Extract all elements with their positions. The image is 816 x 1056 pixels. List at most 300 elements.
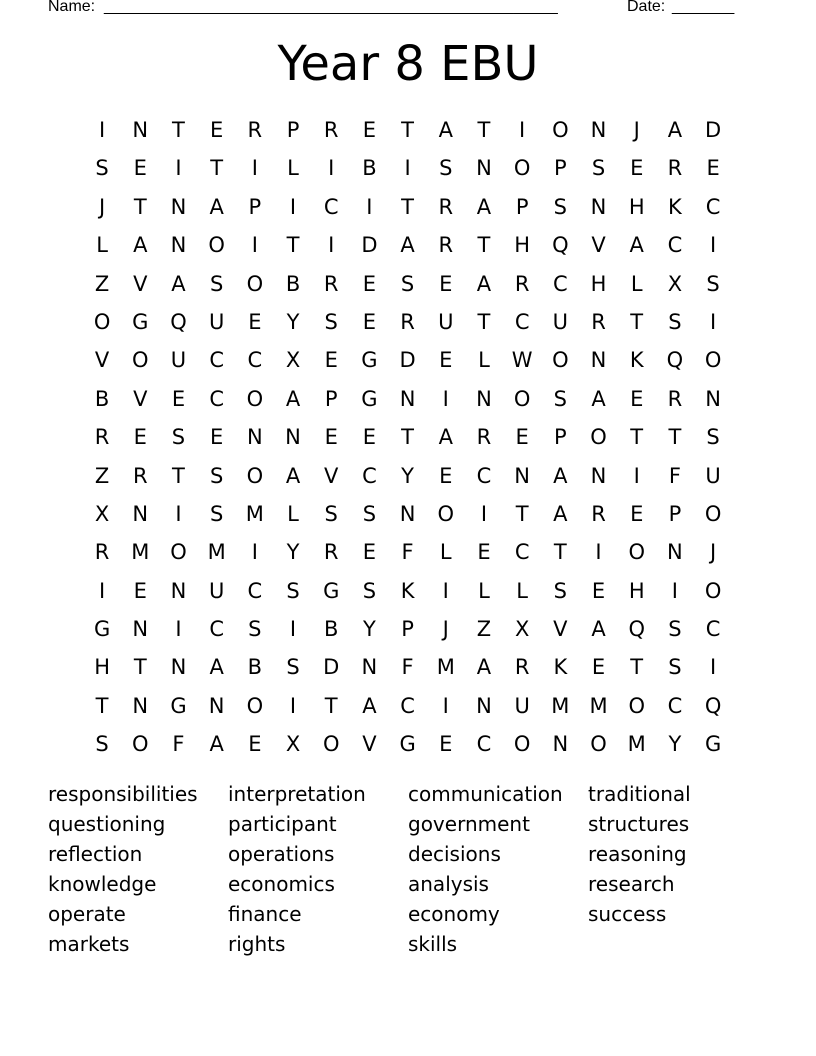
grid-letter[interactable]: E xyxy=(362,118,377,142)
grid-letter[interactable]: O xyxy=(590,425,607,450)
grid-letter[interactable]: R xyxy=(667,156,683,181)
grid-letter[interactable]: R xyxy=(591,309,606,334)
grid-letter[interactable]: O xyxy=(246,271,264,296)
grid-letter[interactable]: M xyxy=(627,732,646,757)
grid-letter[interactable]: G xyxy=(93,617,111,642)
grid-letter[interactable]: Q xyxy=(704,693,722,718)
grid-letter[interactable]: E xyxy=(210,425,224,450)
grid-letter[interactable]: E xyxy=(439,732,453,757)
grid-letter[interactable]: T xyxy=(668,425,682,450)
grid-letter[interactable]: S xyxy=(209,501,224,526)
grid-letter[interactable]: N xyxy=(170,655,187,680)
grid-letter[interactable]: N xyxy=(476,386,492,411)
grid-letter[interactable]: I xyxy=(480,501,488,526)
grid-letter[interactable]: A xyxy=(553,463,568,488)
grid-letter[interactable]: I xyxy=(366,194,373,219)
grid-letter[interactable]: U xyxy=(705,463,721,488)
grid-letter[interactable]: J xyxy=(98,194,106,219)
grid-letter[interactable]: G xyxy=(704,732,722,757)
grid-letter[interactable]: T xyxy=(133,655,147,680)
grid-letter[interactable]: U xyxy=(208,309,225,334)
grid-letter[interactable]: S xyxy=(668,655,682,680)
grid-letter[interactable]: X xyxy=(667,271,683,296)
grid-letter[interactable]: E xyxy=(362,271,377,296)
grid-letter[interactable]: D xyxy=(705,118,722,142)
grid-letter[interactable]: S xyxy=(591,156,606,181)
grid-letter[interactable]: A xyxy=(476,655,492,680)
grid-letter[interactable]: T xyxy=(401,425,414,450)
grid-letter[interactable]: R xyxy=(438,233,454,258)
grid-letter[interactable]: E xyxy=(439,463,453,488)
grid-letter[interactable]: P xyxy=(401,617,414,642)
grid-letter[interactable]: G xyxy=(361,348,378,373)
grid-letter[interactable]: C xyxy=(400,693,415,718)
grid-letter[interactable]: A xyxy=(476,271,492,296)
grid-letter[interactable]: R xyxy=(323,540,339,565)
grid-letter[interactable]: C xyxy=(553,271,568,296)
grid-letter[interactable]: E xyxy=(515,425,529,450)
grid-letter[interactable]: N xyxy=(552,732,569,757)
name-blank-line[interactable]: ___________________________________________________ xyxy=(104,0,558,15)
grid-letter[interactable]: A xyxy=(667,118,683,142)
grid-letter[interactable]: O xyxy=(628,693,645,718)
grid-letter[interactable]: I xyxy=(251,156,258,181)
date-blank-line[interactable]: _______ xyxy=(672,0,735,15)
grid-letter[interactable]: O xyxy=(552,348,569,373)
grid-letter[interactable]: N xyxy=(246,425,263,450)
grid-letter[interactable]: A xyxy=(438,118,453,142)
grid-letter[interactable]: N xyxy=(170,194,187,219)
grid-letter[interactable]: T xyxy=(630,655,644,680)
grid-letter[interactable]: R xyxy=(591,501,606,526)
grid-letter[interactable]: C xyxy=(667,693,683,718)
grid-letter[interactable]: O xyxy=(704,578,722,603)
grid-letter[interactable]: I xyxy=(289,617,297,642)
grid-letter[interactable]: A xyxy=(591,386,606,411)
grid-letter[interactable]: Q xyxy=(170,309,187,334)
grid-letter[interactable]: I xyxy=(251,233,258,258)
grid-letter[interactable]: O xyxy=(170,540,187,565)
grid-letter[interactable]: T xyxy=(95,693,109,718)
grid-letter[interactable]: G xyxy=(323,578,340,603)
grid-letter[interactable]: C xyxy=(362,463,377,488)
grid-letter[interactable]: U xyxy=(514,693,530,718)
grid-letter[interactable]: I xyxy=(595,540,602,565)
grid-letter[interactable]: E xyxy=(171,386,186,411)
grid-letter[interactable]: N xyxy=(132,617,149,642)
grid-letter[interactable]: I xyxy=(442,578,449,603)
grid-letter[interactable]: C xyxy=(667,233,683,258)
grid-letter[interactable]: A xyxy=(629,233,644,258)
grid-letter[interactable]: I xyxy=(289,693,297,718)
grid-letter[interactable]: O xyxy=(552,118,569,142)
grid-letter[interactable]: T xyxy=(172,463,185,488)
grid-letter[interactable]: I xyxy=(289,194,297,219)
grid-letter[interactable]: K xyxy=(553,655,568,680)
grid-letter[interactable]: E xyxy=(210,118,224,142)
name-label: Name: xyxy=(48,0,96,15)
grid-letter[interactable]: D xyxy=(399,348,416,373)
grid-letter[interactable]: Y xyxy=(362,617,376,642)
grid-letter[interactable]: T xyxy=(515,501,529,526)
grid-letter[interactable]: S xyxy=(553,194,568,219)
grid-letter[interactable]: E xyxy=(362,425,377,450)
grid-letter[interactable]: J xyxy=(709,540,717,565)
grid-letter[interactable]: S xyxy=(439,156,453,181)
grid-letter[interactable]: L xyxy=(96,233,108,258)
grid-letter[interactable]: G xyxy=(132,309,149,334)
grid-letter[interactable]: M xyxy=(207,540,226,565)
grid-letter[interactable]: N xyxy=(514,463,531,488)
grid-letter[interactable]: R xyxy=(94,540,110,565)
grid-letter[interactable]: E xyxy=(362,309,377,334)
grid-letter[interactable]: S xyxy=(324,501,338,526)
grid-letter[interactable]: A xyxy=(209,655,224,680)
grid-letter[interactable]: M xyxy=(131,540,150,565)
grid-letter[interactable]: G xyxy=(361,386,378,411)
grid-letter[interactable]: Z xyxy=(94,271,110,296)
grid-letter[interactable]: F xyxy=(401,540,414,565)
grid-letter[interactable]: P xyxy=(515,194,529,219)
grid-letter[interactable]: S xyxy=(324,309,338,334)
grid-letter[interactable]: R xyxy=(476,425,492,450)
grid-letter[interactable]: I xyxy=(709,309,717,334)
grid-letter[interactable]: N xyxy=(399,386,416,411)
grid-letter[interactable]: X xyxy=(94,501,110,526)
grid-letter[interactable]: Y xyxy=(286,309,300,334)
grid-letter[interactable]: V xyxy=(553,617,568,642)
grid-letter[interactable]: E xyxy=(630,156,644,181)
grid-letter[interactable]: S xyxy=(95,732,109,757)
grid-letter[interactable]: N xyxy=(705,386,721,411)
grid-letter[interactable]: N xyxy=(361,655,378,680)
grid-letter[interactable]: T xyxy=(324,693,338,718)
grid-letter[interactable]: C xyxy=(514,540,530,565)
grid-letter[interactable]: E xyxy=(630,386,644,411)
grid-letter[interactable]: S xyxy=(553,386,568,411)
grid-letter[interactable]: R xyxy=(514,271,530,296)
grid-letter[interactable]: E xyxy=(477,540,491,565)
grid-letter[interactable]: C xyxy=(209,348,224,373)
grid-letter[interactable]: B xyxy=(362,156,377,181)
grid-letter[interactable]: T xyxy=(553,540,567,565)
grid-letter[interactable]: N xyxy=(170,233,187,258)
grid-letter[interactable]: L xyxy=(516,578,528,603)
grid-letter[interactable]: A xyxy=(285,386,301,411)
grid-letter[interactable]: P xyxy=(324,386,338,411)
grid-letter[interactable]: A xyxy=(400,233,415,258)
grid-letter[interactable]: U xyxy=(552,309,569,334)
grid-letter[interactable]: Z xyxy=(94,463,110,488)
grid-letter[interactable]: A xyxy=(476,194,492,219)
grid-letter[interactable]: A xyxy=(438,425,453,450)
grid-letter[interactable]: E xyxy=(133,156,147,181)
grid-letter[interactable]: S xyxy=(668,617,682,642)
grid-letter[interactable]: K xyxy=(629,348,644,373)
grid-letter[interactable]: Q xyxy=(666,348,684,373)
grid-letter[interactable]: B xyxy=(94,386,110,411)
word-list-item: finance xyxy=(228,902,302,926)
grid-letter[interactable]: N xyxy=(208,693,225,718)
grid-letter[interactable]: A xyxy=(553,501,568,526)
grid-letter[interactable]: R xyxy=(323,118,339,142)
grid-letter[interactable]: Q xyxy=(552,233,569,258)
grid-letter[interactable]: E xyxy=(439,271,453,296)
grid-letter[interactable]: O xyxy=(513,386,531,411)
grid-letter[interactable]: V xyxy=(324,463,339,488)
grid-letter[interactable]: I xyxy=(442,386,449,411)
grid-letter[interactable]: N xyxy=(170,578,187,603)
grid-letter[interactable]: I xyxy=(175,156,182,181)
grid-letter[interactable]: O xyxy=(628,540,645,565)
grid-letter[interactable]: P xyxy=(286,118,300,142)
grid-letter[interactable]: P xyxy=(554,425,567,450)
grid-letter[interactable]: N xyxy=(476,693,492,718)
grid-letter[interactable]: I xyxy=(175,617,182,642)
grid-letter[interactable]: S xyxy=(95,156,109,181)
grid-letter[interactable]: R xyxy=(94,425,110,450)
grid-letter[interactable]: S xyxy=(209,271,224,296)
grid-letter[interactable]: C xyxy=(247,578,263,603)
grid-letter[interactable]: R xyxy=(400,309,415,334)
grid-letter[interactable]: C xyxy=(323,194,339,219)
grid-letter[interactable]: B xyxy=(247,655,263,680)
grid-letter[interactable]: O xyxy=(246,386,264,411)
grid-letter[interactable]: C xyxy=(209,386,224,411)
grid-letter[interactable]: A xyxy=(171,271,186,296)
grid-letter[interactable]: L xyxy=(439,540,452,565)
grid-letter[interactable]: H xyxy=(514,233,531,258)
grid-letter[interactable]: Y xyxy=(401,463,414,488)
grid-letter[interactable]: C xyxy=(476,463,492,488)
grid-letter[interactable]: T xyxy=(210,156,224,181)
grid-letter[interactable]: I xyxy=(328,233,335,258)
grid-letter[interactable]: S xyxy=(362,501,377,526)
page-title: Year 8 EBU xyxy=(277,36,539,92)
grid-letter[interactable]: R xyxy=(247,118,263,142)
grid-letter[interactable]: N xyxy=(590,463,607,488)
grid-letter[interactable]: A xyxy=(133,233,148,258)
grid-letter[interactable]: E xyxy=(362,540,377,565)
grid-letter[interactable]: P xyxy=(248,194,262,219)
grid-letter[interactable]: I xyxy=(328,156,335,181)
grid-letter[interactable]: T xyxy=(401,118,414,142)
grid-letter[interactable]: E xyxy=(248,732,262,757)
grid-letter[interactable]: N xyxy=(590,118,607,142)
grid-letter[interactable]: R xyxy=(323,271,339,296)
grid-letter[interactable]: J xyxy=(442,617,449,642)
grid-letter[interactable]: N xyxy=(667,540,683,565)
grid-letter[interactable]: R xyxy=(438,194,454,219)
grid-letter[interactable]: N xyxy=(285,425,301,450)
grid-letter[interactable]: T xyxy=(401,194,414,219)
grid-letter[interactable]: I xyxy=(633,463,640,488)
word-list-item: reflection xyxy=(48,842,143,866)
grid-letter[interactable]: O xyxy=(513,732,531,757)
grid-letter[interactable]: O xyxy=(437,501,455,526)
grid-letter[interactable]: M xyxy=(245,501,264,526)
word-list-item: skills xyxy=(408,932,458,956)
grid-letter[interactable]: M xyxy=(551,693,570,718)
grid-letter[interactable]: T xyxy=(477,118,491,142)
grid-letter[interactable]: N xyxy=(132,501,149,526)
grid-letter[interactable]: N xyxy=(476,156,492,181)
grid-letter[interactable]: O xyxy=(246,693,264,718)
grid-letter[interactable]: H xyxy=(94,655,110,680)
grid-letter[interactable]: I xyxy=(251,540,258,565)
grid-letter[interactable]: M xyxy=(436,655,455,680)
grid-letter[interactable]: F xyxy=(172,732,185,757)
grid-letter[interactable]: U xyxy=(170,348,187,373)
grid-letter[interactable]: Y xyxy=(286,540,300,565)
grid-letter[interactable]: C xyxy=(247,348,263,373)
grid-letter[interactable]: V xyxy=(133,271,148,296)
grid-letter[interactable]: O xyxy=(132,348,149,373)
grid-letter[interactable]: P xyxy=(668,501,682,526)
grid-letter[interactable]: E xyxy=(133,425,147,450)
grid-letter[interactable]: E xyxy=(133,578,147,603)
grid-letter[interactable]: T xyxy=(172,118,185,142)
grid-letter[interactable]: H xyxy=(590,271,607,296)
word-list-item: traditional xyxy=(588,782,691,806)
grid-letter[interactable]: Q xyxy=(628,617,645,642)
grid-letter[interactable]: R xyxy=(667,386,683,411)
grid-letter[interactable]: E xyxy=(248,309,262,334)
grid-letter[interactable]: S xyxy=(706,425,720,450)
grid-letter[interactable]: G xyxy=(399,732,416,757)
grid-letter[interactable]: R xyxy=(514,655,530,680)
grid-letter[interactable]: P xyxy=(554,156,567,181)
grid-letter[interactable]: E xyxy=(439,348,453,373)
grid-letter[interactable]: Z xyxy=(476,617,492,642)
grid-letter[interactable]: N xyxy=(590,194,607,219)
grid-letter[interactable]: S xyxy=(400,271,415,296)
grid-letter[interactable]: I xyxy=(98,578,106,603)
grid-letter[interactable]: A xyxy=(209,194,224,219)
grid-letter[interactable]: S xyxy=(171,425,186,450)
grid-letter[interactable]: O xyxy=(132,732,149,757)
grid-letter[interactable]: S xyxy=(286,578,300,603)
grid-letter[interactable]: L xyxy=(630,271,643,296)
grid-letter[interactable]: O xyxy=(246,463,264,488)
grid-letter[interactable]: S xyxy=(362,578,377,603)
grid-letter[interactable]: C xyxy=(476,732,492,757)
grid-letter[interactable]: E xyxy=(630,501,644,526)
grid-letter[interactable]: F xyxy=(668,463,681,488)
grid-letter[interactable]: U xyxy=(208,578,225,603)
grid-letter[interactable]: C xyxy=(514,309,530,334)
grid-letter[interactable]: T xyxy=(133,194,147,219)
grid-letter[interactable]: A xyxy=(285,463,301,488)
grid-letter[interactable]: L xyxy=(287,501,299,526)
grid-letter[interactable]: V xyxy=(362,732,377,757)
grid-letter[interactable]: B xyxy=(324,617,339,642)
grid-letter[interactable]: T xyxy=(286,233,300,258)
grid-letter[interactable]: D xyxy=(361,233,378,258)
grid-letter[interactable]: M xyxy=(589,693,608,718)
grid-letter[interactable]: S xyxy=(668,309,682,334)
grid-letter[interactable]: A xyxy=(362,693,377,718)
grid-letter[interactable]: S xyxy=(286,655,300,680)
grid-letter[interactable]: A xyxy=(209,732,224,757)
grid-letter[interactable]: X xyxy=(285,732,301,757)
grid-letter[interactable]: I xyxy=(404,156,411,181)
grid-letter[interactable]: I xyxy=(98,118,106,142)
letter-grid xyxy=(83,111,732,764)
grid-letter[interactable]: O xyxy=(93,309,111,334)
grid-letter[interactable]: S xyxy=(248,617,262,642)
grid-letter[interactable]: C xyxy=(705,617,721,642)
grid-letter[interactable]: E xyxy=(324,425,338,450)
grid-letter[interactable]: G xyxy=(170,693,187,718)
grid-letter[interactable]: C xyxy=(705,194,721,219)
grid-letter[interactable]: I xyxy=(519,118,526,142)
grid-letter[interactable]: E xyxy=(706,156,720,181)
grid-letter[interactable]: S xyxy=(706,271,720,296)
grid-letter[interactable]: N xyxy=(399,501,416,526)
word-list-item: questioning xyxy=(48,812,166,836)
grid-letter[interactable]: I xyxy=(671,578,678,603)
grid-letter[interactable]: K xyxy=(400,578,415,603)
grid-letter[interactable]: I xyxy=(709,655,717,680)
grid-letter[interactable]: S xyxy=(553,578,568,603)
grid-letter[interactable]: I xyxy=(442,693,449,718)
grid-letter[interactable]: N xyxy=(590,348,607,373)
grid-letter[interactable]: S xyxy=(209,463,224,488)
grid-letter[interactable]: K xyxy=(668,194,682,219)
grid-letter[interactable]: O xyxy=(704,348,722,373)
grid-letter[interactable]: X xyxy=(514,617,530,642)
grid-letter[interactable]: D xyxy=(323,655,340,680)
grid-letter[interactable]: O xyxy=(208,233,225,258)
grid-letter[interactable]: H xyxy=(628,578,645,603)
grid-letter[interactable]: A xyxy=(591,617,606,642)
grid-letter[interactable]: I xyxy=(175,501,182,526)
grid-letter[interactable]: J xyxy=(633,118,640,142)
grid-letter[interactable]: Y xyxy=(668,732,682,757)
grid-letter[interactable]: V xyxy=(591,233,606,258)
grid-letter[interactable]: T xyxy=(630,309,644,334)
grid-letter[interactable]: I xyxy=(709,233,717,258)
grid-letter[interactable]: T xyxy=(630,425,644,450)
grid-letter[interactable]: F xyxy=(401,655,414,680)
grid-letter[interactable]: E xyxy=(591,578,606,603)
grid-letter[interactable]: U xyxy=(438,309,454,334)
grid-letter[interactable]: L xyxy=(478,578,490,603)
grid-letter[interactable]: E xyxy=(591,655,606,680)
grid-letter[interactable]: W xyxy=(511,348,533,373)
grid-letter[interactable]: L xyxy=(287,156,299,181)
grid-letter[interactable]: O xyxy=(513,156,531,181)
grid-letter[interactable]: X xyxy=(285,348,301,373)
grid-letter[interactable]: E xyxy=(324,348,338,373)
grid-letter[interactable]: O xyxy=(704,501,722,526)
grid-letter[interactable]: T xyxy=(477,233,491,258)
grid-letter[interactable]: V xyxy=(133,386,148,411)
grid-letter[interactable]: T xyxy=(477,309,491,334)
grid-letter[interactable]: B xyxy=(285,271,301,296)
word-list-item: structures xyxy=(588,812,690,836)
grid-letter[interactable]: V xyxy=(94,348,110,373)
grid-letter[interactable]: R xyxy=(132,463,148,488)
grid-letter[interactable]: H xyxy=(628,194,645,219)
grid-letter[interactable]: N xyxy=(132,693,149,718)
grid-letter[interactable]: C xyxy=(209,617,224,642)
grid-letter[interactable]: L xyxy=(478,348,490,373)
grid-letter[interactable]: O xyxy=(590,732,607,757)
grid-letter[interactable]: N xyxy=(132,118,149,142)
grid-letter[interactable]: O xyxy=(322,732,340,757)
